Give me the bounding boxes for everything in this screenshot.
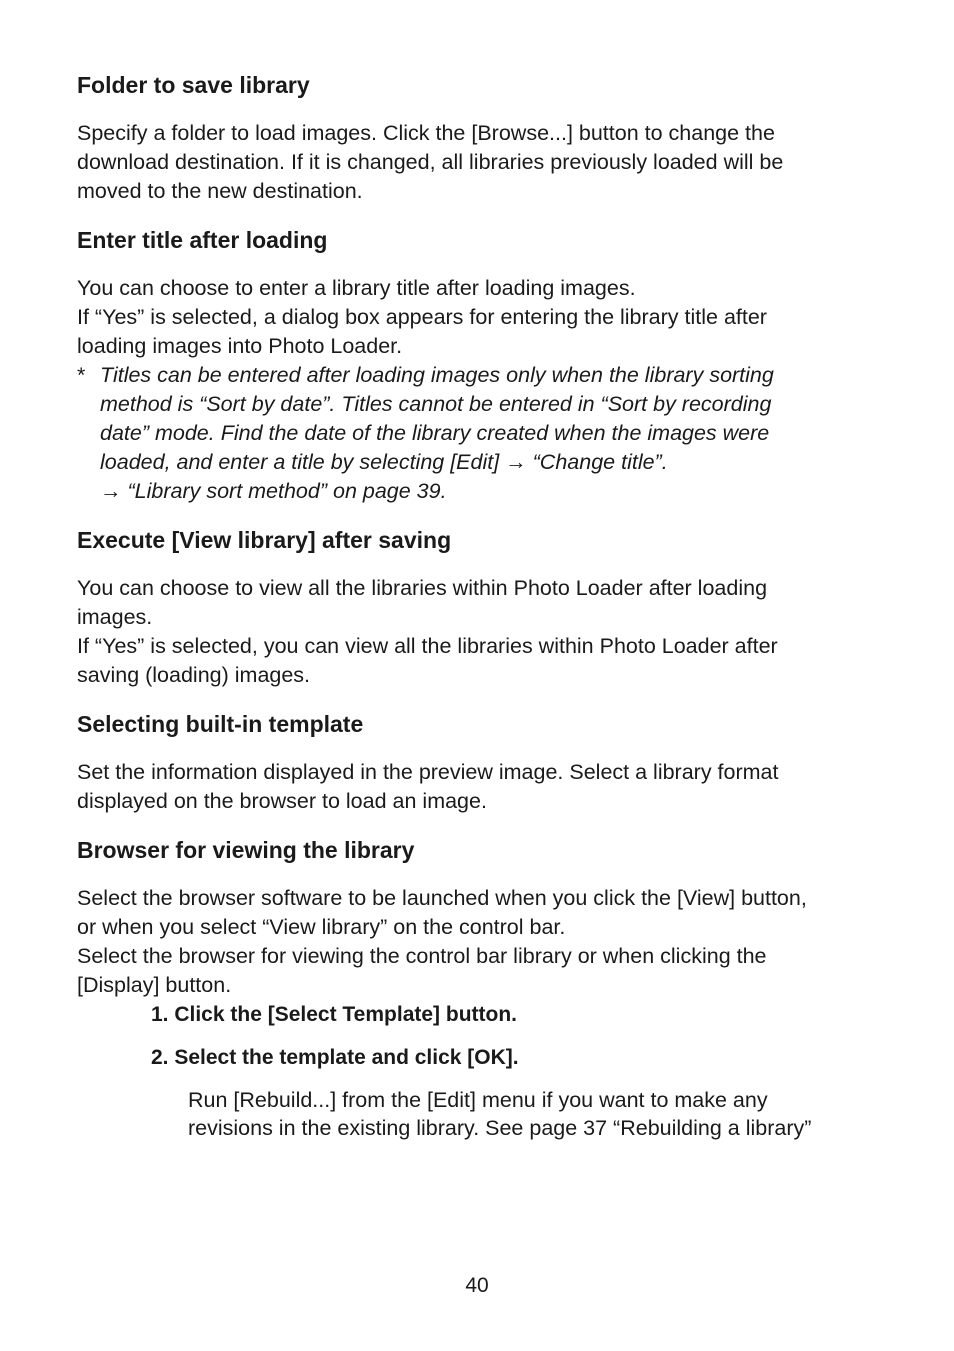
section-enter-title-after-loading xyxy=(77,225,877,506)
detail-line: Run [Rebuild...] from the [Edit] menu if you want to make any xyxy=(188,1088,768,1112)
section-heading: Folder to save library xyxy=(77,72,310,98)
body-line: images. xyxy=(77,605,153,629)
body-line: Set the information displayed in the preview image. Select a library format xyxy=(77,760,779,784)
note-line: Titles can be entered after loading images only when the library sorting xyxy=(100,363,774,387)
body-line: or when you select “View library” on the control bar. xyxy=(77,915,566,939)
body-line: [Display] button. xyxy=(77,973,232,997)
step-2: 2. Select the template and click [OK]. xyxy=(151,1046,519,1069)
asterisk-mark: * xyxy=(77,363,86,387)
section-body xyxy=(77,758,877,816)
page-number: 40 xyxy=(465,1274,489,1297)
step-detail xyxy=(188,1086,877,1142)
cross-reference-link: → “Library sort method” on page 39. xyxy=(100,479,447,503)
section-body xyxy=(77,274,877,361)
body-line: If “Yes” is selected, you can view all the libraries within Photo Loader after xyxy=(77,634,778,658)
body-line: displayed on the browser to load an image. xyxy=(77,789,487,813)
body-line: loading images into Photo Loader. xyxy=(77,334,403,358)
section-body xyxy=(77,884,877,1000)
body-line: Specify a folder to load images. Click the [Browse...] button to change the xyxy=(77,121,775,145)
body-line: moved to the new destination. xyxy=(77,179,363,203)
detail-line: revisions in the existing library. See page 37 “Rebuilding a library” xyxy=(188,1116,812,1140)
body-line: You can choose to view all the libraries within Photo Loader after loading xyxy=(77,576,768,600)
footnote-text xyxy=(100,361,877,506)
body-line: saving (loading) images. xyxy=(77,663,311,687)
section-heading: Browser for viewing the library xyxy=(77,837,415,863)
body-line: You can choose to enter a library title after loading images. xyxy=(77,276,636,300)
section-execute-view-library xyxy=(77,525,877,690)
note-line: loaded, and enter a title by selecting [Edit] → “Change title”. xyxy=(100,450,668,474)
section-body xyxy=(77,119,877,206)
step-1: 1. Click the [Select Template] button. xyxy=(151,1003,518,1026)
footnote xyxy=(77,361,877,506)
section-heading: Execute [View library] after saving xyxy=(77,527,452,553)
section-body xyxy=(77,574,877,690)
section-heading: Selecting built-in template xyxy=(77,711,364,737)
document-page xyxy=(77,70,877,1161)
section-heading: Enter title after loading xyxy=(77,227,328,253)
body-line: download destination. If it is changed, all libraries previously loaded will be xyxy=(77,150,784,174)
body-line: Select the browser software to be launched when you click the [View] button, xyxy=(77,886,807,910)
note-line: method is “Sort by date”. Titles cannot be entered in “Sort by recording xyxy=(100,392,772,416)
body-line: Select the browser for viewing the control bar library or when clicking the xyxy=(77,944,767,968)
section-selecting-built-in-template xyxy=(77,709,877,816)
section-folder-to-save-library xyxy=(77,70,877,206)
section-browser-for-viewing xyxy=(77,835,877,1142)
note-line: date” mode. Find the date of the library created when the images were xyxy=(100,421,770,445)
body-line: If “Yes” is selected, a dialog box appears for entering the library title after xyxy=(77,305,767,329)
